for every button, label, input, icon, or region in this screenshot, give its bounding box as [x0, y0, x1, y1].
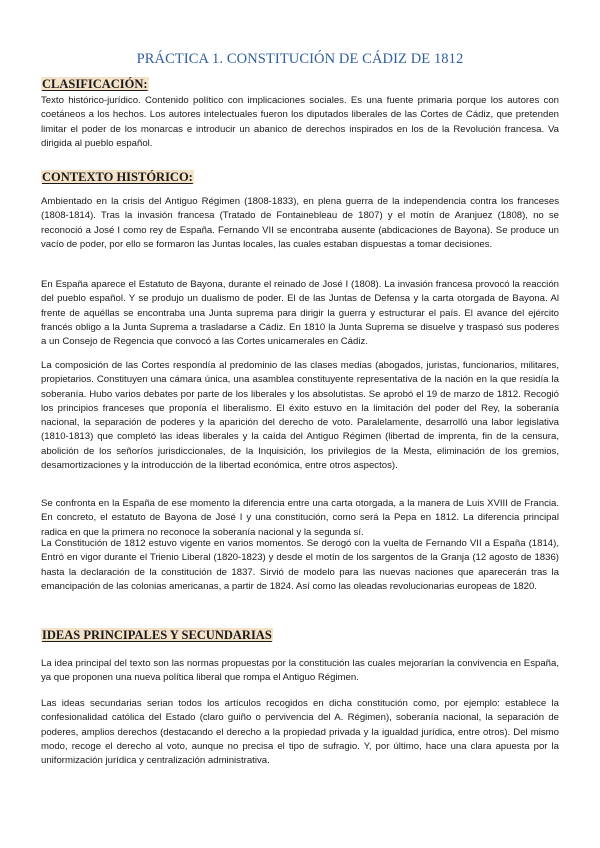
paragraph-ideas-2: Las ideas secundarias serian todos los artículos recogidos en dicha constitución como, por ejemplo: establece la confesionalidad católica del Estado (claro guiño o pervivencia del A. Régimen), soberanía nacional, la separación de poderes, amplios derechos (destacando el derecho a la propiedad privada y la igualdad jurídica, entre otros). Del mismo modo, recoge el derecho al voto, aunque no precisa el tipo de sufragio. Y, por último, hace una clara apuesta por la uniformización jurídica y centralización administrativa. — [41, 698, 559, 767]
heading-ideas — [41, 628, 273, 643]
heading-clasificacion — [41, 77, 149, 92]
paragraph-contexto-3: La composición de las Cortes respondía al predominio de las clases medias (abogados, juristas, funcionarios, militares, propietarios. Constituyen una cámara única, una asamblea constituyente representativa de la nación en la que residía la soberanía. Hubo varios debates por parte de los liberales y los absolutistas. Se aprobó el 19 de marzo de 1812. Recogió los principios franceses que proponía el liberalismo. El éxito estuvo en la limitación del poder del Rey, la soberanía nacional, la separación de poderes y la aparición del derecho de voto. Paralelamente, desarrolló una labor legislativa (1810-1813) que completó las ideas liberales y la caída del Antiguo Régimen (libertad de imprenta, fin de la censura, abolición de los señoríos jurisdiccionales, de la Inquisición, los privilegios de la Mesta, eliminación de los gremios, desamortizaciones y la introducción de la libertad económica, entre otros aspectos). — [41, 360, 559, 472]
paragraph-ideas-1: La idea principal del texto son las normas propuestas por la constitución las cuales mejorarían la convivencia en España, ya que proponen una nueva política liberal que rompa el Antiguo Régimen. — [41, 658, 559, 684]
heading-contexto — [41, 170, 194, 185]
paragraph-contexto-5: La Constitución de 1812 estuvo vigente en varios momentos. Se derogó con la vuelta de Fernando VII a España (1814), Entró en vigor durante el Trienio Liberal (1820-1823) y desde el motín de los sargentos de la Granja (12 agosto de 1836) hasta la declaración de la constitución de 1837. Sirvió de modelo para las nuevas naciones que aparecerán tras la emancipación de las colonias americanas, a partir de 1824. Así como las oleadas revolucionarias europeas de 1820. — [41, 538, 559, 592]
paragraph-clasificacion-1: Texto histórico-jurídico. Contenido político con implicaciones sociales. Es una fuente primaria porque los autores con coetáneos a los hechos. Los autores intelectuales fueron los diputados liberales de las Cortes de Cádiz, que pretenden limitar el poder de los monarcas e introducir un abanico de derechos inspirados en los de la Revolución francesa. Va dirigida al pueblo español. — [41, 95, 559, 149]
heading-contexto-text: CONTEXTO HISTÓRICO: — [42, 170, 193, 184]
paragraph-contexto-2: En España aparece el Estatuto de Bayona, durante el reinado de José I (1808). La invasión francesa provocó la reacción del pueblo español. Y se produjo un dualismo de poder. El de las Juntas de Defensa y la carta otorgada de Bayona. Al frente de aquéllas se encontraba una Junta suprema para dirigir la guerra y estructurar el país. El avance del ejército francés obligo a la Junta Suprema a trasladarse a Cádiz. En 1810 la Junta Suprema se disuelve y traspasó sus poderes a un Consejo de Regencia que convocó a las Cortes unicamerales en Cádiz. — [41, 279, 559, 348]
heading-ideas-text: IDEAS PRINCIPALES Y SECUNDARIAS — [42, 628, 272, 642]
page-title: PRÁCTICA 1. CONSTITUCIÓN DE CÁDIZ DE 1812 — [136, 51, 464, 67]
paragraph-contexto-4: Se confronta en la España de ese momento la diferencia entre una carta otorgada, a la manera de Luis XVIII de Francia. En concreto, el estatuto de Bayona de José I y una constitución, como será la Pepa en 1812. La diferencia principal radica en que la primera no reconoce la soberanía nacional y la segunda sí. — [41, 498, 559, 538]
paragraph-contexto-1: Ambientado en la crisis del Antiguo Régimen (1808-1833), en plena guerra de la independencia contra los franceses (1808-1814). Tras la invasión francesa (Tratado de Fontainebleau de 1807) y el motín de Aranjuez (1808), no se reconoció a José I como rey de España. Fernando VII se encontraba ausente (abdicaciones de Bayona). Se produce un vacío de poder, por ello se formaron las Juntas locales, las cuales estaban dispuestas a tomar decisiones. — [41, 196, 559, 250]
heading-clasificacion-text: CLASIFICACIÓN: — [42, 77, 148, 91]
